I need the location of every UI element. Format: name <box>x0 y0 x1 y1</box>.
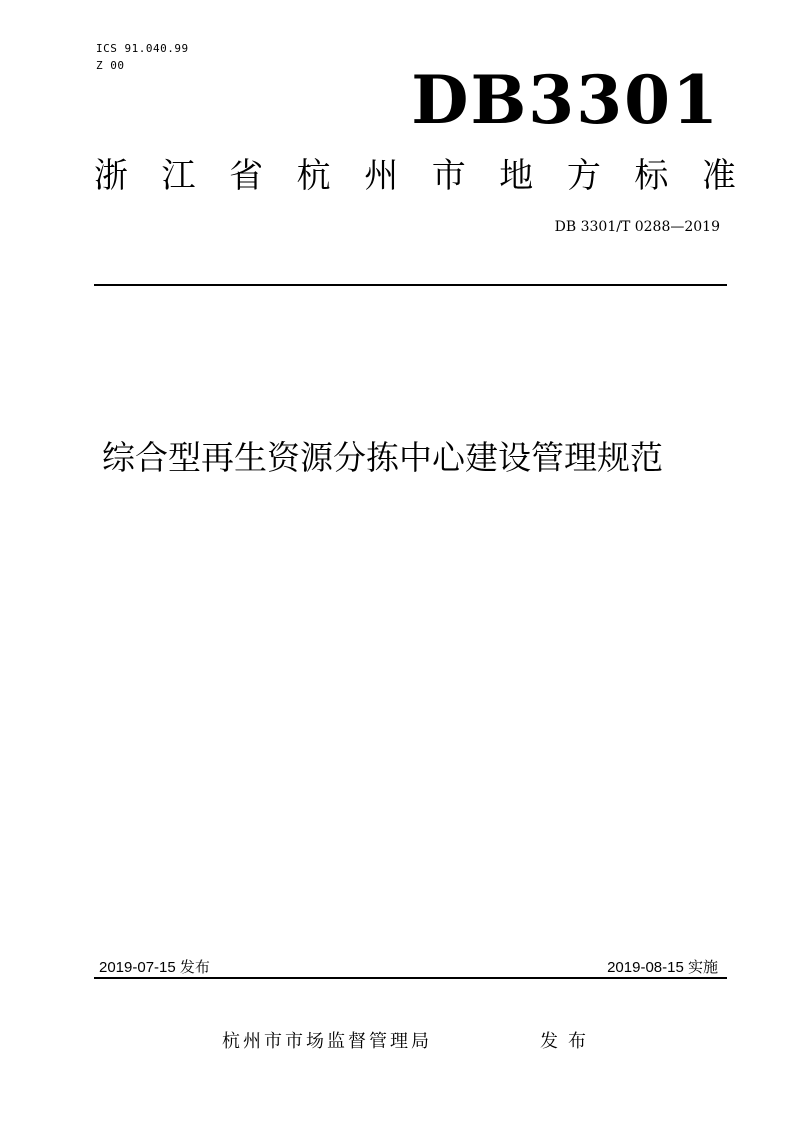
classification-codes <box>96 42 189 76</box>
standard-type-char: 地 <box>499 156 534 196</box>
standard-type-char: 省 <box>229 156 264 196</box>
header-divider <box>94 284 727 286</box>
standard-type-char: 浙 <box>94 156 128 196</box>
standard-type-char: 杭 <box>296 156 331 196</box>
standard-number: DB 3301/T 0288—2019 <box>554 219 720 235</box>
standard-type-char: 州 <box>364 156 399 196</box>
issuing-authority: 杭州市市场监督管理局 <box>222 1031 432 1052</box>
standard-type-char: 准 <box>701 156 736 196</box>
ics-code: ICS 91.040.99 <box>96 42 189 55</box>
ccs-code: Z 00 <box>96 59 125 72</box>
standard-type-char: 市 <box>431 156 466 196</box>
standard-type-char: 标 <box>634 156 669 196</box>
publish-label: 发布 <box>540 1031 596 1052</box>
standard-type-char: 方 <box>566 156 601 196</box>
db-code-logo: DB3301 <box>411 61 720 139</box>
standard-type-heading <box>94 154 736 198</box>
implement-date: 2019-08-15 实施 <box>607 959 718 976</box>
standard-type-char: 江 <box>161 156 196 196</box>
footer-divider <box>94 977 727 979</box>
document-title: 综合型再生资源分拣中心建设管理规范 <box>102 438 663 477</box>
issue-date: 2019-07-15 发布 <box>99 959 210 976</box>
